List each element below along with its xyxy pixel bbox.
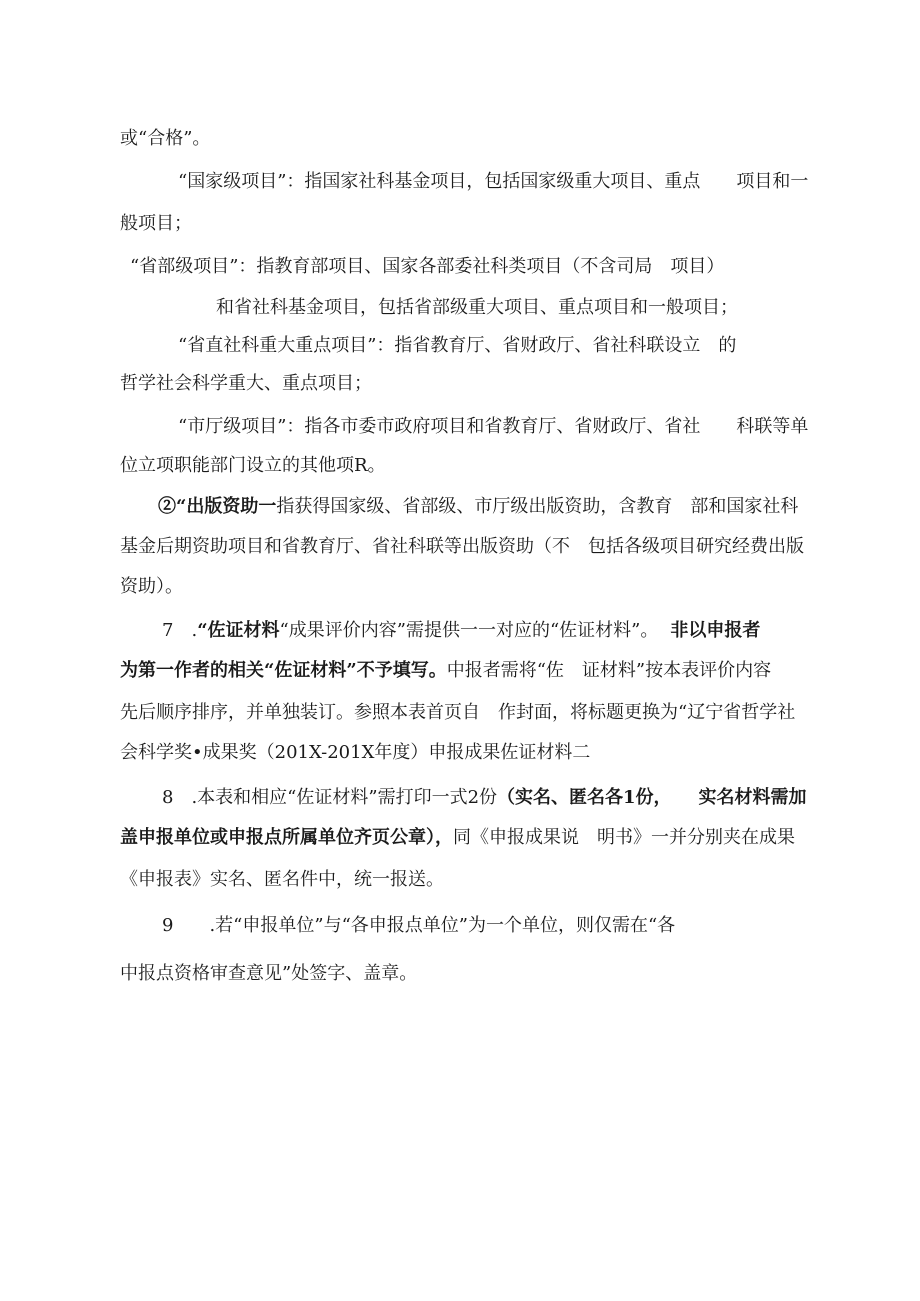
item-number: 7 .	[162, 620, 198, 641]
paragraph-line: 先后顺序排序，并单独装订。参照本表首页自 作封面，将标题更换为“辽宁省哲学社	[120, 702, 796, 723]
paragraph-line: 9 .若“申报单位”与“各申报点单位”为一个单位，则仅需在“各	[162, 915, 676, 936]
body-text: 同《申报成果说 明书》一并分别夹在成果	[453, 827, 795, 848]
paragraph-line: 中报点资格审查意见”处签字、盖章。	[120, 963, 418, 984]
paragraph-line: 基金后期资助项目和省教育厅、省社科联等出版资助（不 包括各级项目研究经费出版	[120, 536, 804, 557]
bold-text: ②“出版资助一	[158, 496, 277, 517]
body-text: 指获得国家级、省部级、市厅级出版资助，含教育 部和国家社科	[276, 496, 799, 517]
bold-text: 盖申报单位或申报点所属单位齐页公章），	[120, 827, 453, 848]
paragraph-line: 般项目；	[120, 213, 192, 234]
paragraph-line: “市厅级项目”：指各市委市政府项目和省教育厅、省财政厅、省社 科联等单	[178, 416, 809, 437]
paragraph-line: “省部级项目”：指教育部项目、国家各部委社科类项目（不含司局 项目）	[130, 256, 725, 277]
paragraph-line	[158, 495, 798, 519]
paragraph-line	[120, 826, 795, 850]
paragraph-line: 或“合格”。	[120, 128, 211, 149]
paragraph-line	[162, 619, 760, 643]
body-text: 中报者需将“佐 证材料”按本表评价内容	[446, 660, 772, 681]
paragraph-line: “省直社科重大重点项目”：指省教育厅、省财政厅、省社科联设立 的	[178, 335, 737, 356]
paragraph-line: 资助）。	[120, 576, 183, 597]
bold-text: 为第一作者的相关“佐证材料”不予填写。	[120, 660, 447, 681]
paragraph-line: 《申报表》实名、匿名件中，统一报送。	[120, 869, 444, 890]
body-text: “成果评价内容”需提供一一对应的“佐证材料”。	[279, 620, 659, 641]
paragraph-line: 和省社科基金项目，包括省部级重大项目、重点项目和一般项目；	[216, 297, 738, 318]
bold-text: 非以申报者	[670, 620, 761, 641]
body-text: 8 .本表和相应“佐证材料”需打印一式2份	[162, 787, 498, 808]
paragraph-line	[162, 786, 807, 810]
paragraph-line: 位立项职能部门设立的其他项R。	[120, 455, 386, 476]
paragraph-line	[120, 659, 771, 683]
bold-text: “佐证材料	[197, 620, 280, 641]
paragraph-line: 哲学社会科学重大、重点项目；	[120, 373, 372, 394]
bold-text: （实名、匿名各1份， 实名材料需加	[497, 787, 807, 808]
paragraph-line: “国家级项目”：指国家社科基金项目，包括国家级重大项目、重点 项目和一	[178, 171, 809, 192]
paragraph-line: 会科学奖•成果奖（201X-201X年度）申报成果佐证材料二	[120, 742, 591, 763]
